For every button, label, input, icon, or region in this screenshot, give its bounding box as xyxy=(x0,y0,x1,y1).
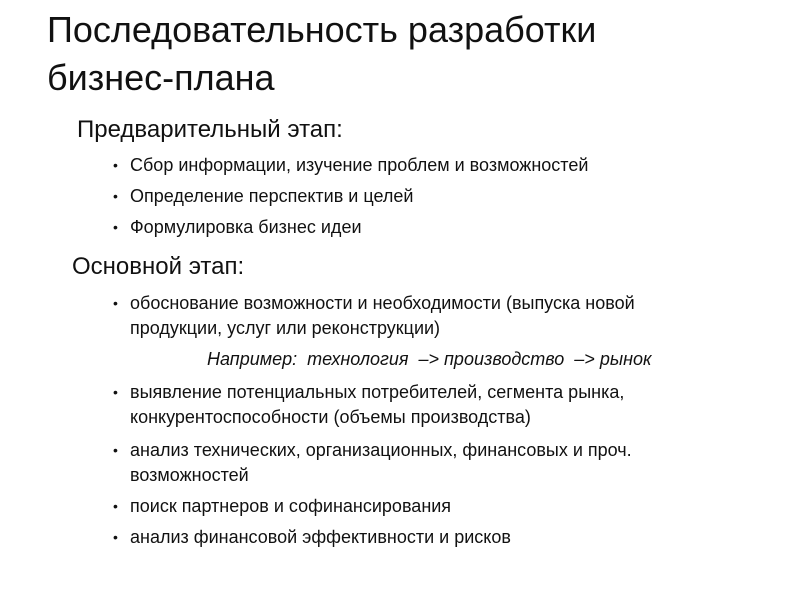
bullet-icon: • xyxy=(113,219,118,235)
bullet-icon: • xyxy=(113,157,118,173)
slide-title-line-2: бизнес-плана xyxy=(47,57,275,98)
bullet-icon: • xyxy=(113,295,118,311)
example-chain: Например: технология –> производство –> рынок xyxy=(207,349,652,369)
bullet-icon: • xyxy=(113,529,118,545)
bullet-icon: • xyxy=(113,498,118,514)
bullet-icon: • xyxy=(113,188,118,204)
list-item: • анализ финансовой эффективности и рисков xyxy=(130,525,770,550)
list-item: • анализ технических, организационных, финансовых и проч. возможностей xyxy=(113,440,632,485)
bullet-icon: • xyxy=(113,442,118,458)
list-item: • Сбор информации, изучение проблем и возможностей xyxy=(130,153,770,178)
list-item: • Определение перспектив и целей xyxy=(130,184,770,209)
list-item: • выявление потенциальных потребителей, сегмента рынка, конкурентоспособности (объемы производства) xyxy=(113,382,625,427)
list-item: • обоснование возможности и необходимости (выпуска новой продукции, услуг или реконструкции) xyxy=(113,293,635,338)
list-item: • поиск партнеров и софинансирования xyxy=(130,494,770,519)
section-heading-main: Основной этап: xyxy=(72,253,245,280)
slide-title-line-1: Последовательность разработки xyxy=(47,9,597,50)
bullet-icon: • xyxy=(113,384,118,400)
slide-title xyxy=(47,6,787,102)
section-heading-preliminary: Предварительный этап: xyxy=(77,116,343,143)
list-item: • Формулировка бизнес идеи xyxy=(130,215,770,240)
